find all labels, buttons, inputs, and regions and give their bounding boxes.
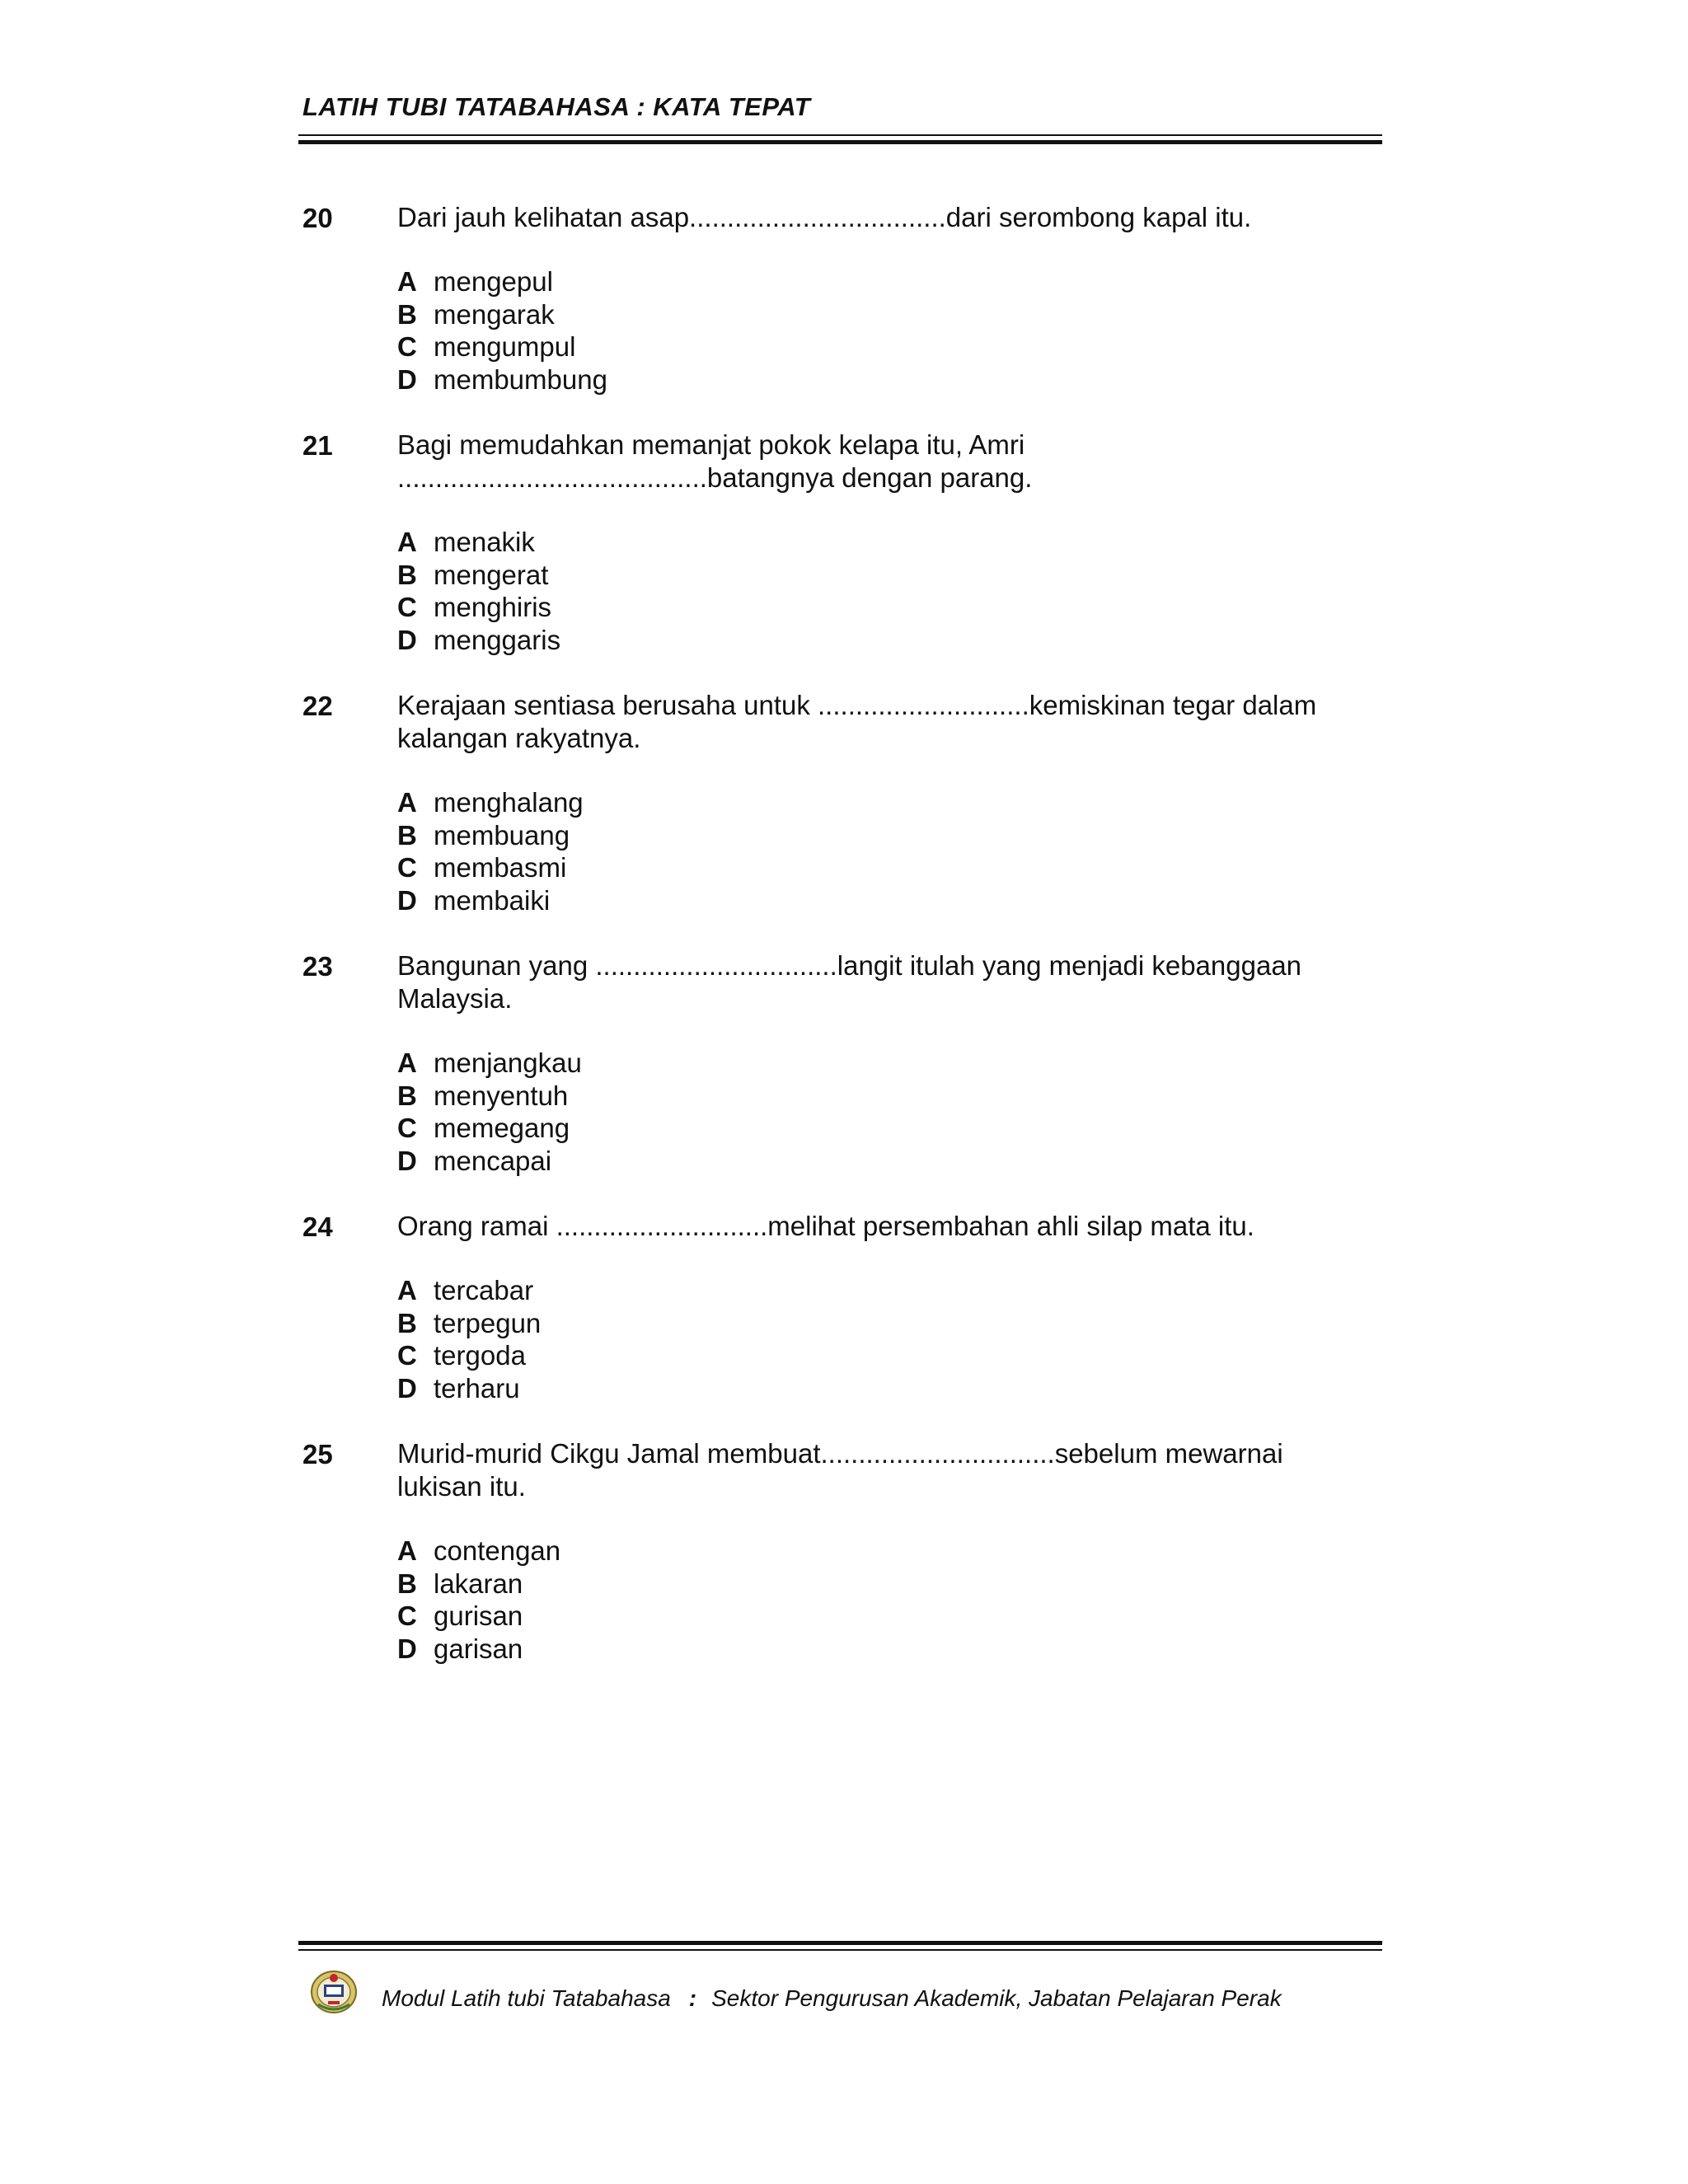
header-divider <box>298 134 1382 144</box>
page-header-title: LATIH TUBI TATABAHASA : KATA TEPAT <box>302 92 811 121</box>
option-letter: D <box>397 1145 417 1176</box>
option-letter: D <box>397 1372 417 1404</box>
answer-options <box>397 1047 1374 1177</box>
option-text: tercabar <box>434 1275 534 1305</box>
answer-options <box>397 1274 1374 1404</box>
option-letter: C <box>397 1340 417 1371</box>
option-text: gurisan <box>434 1601 523 1631</box>
option-letter: D <box>397 1633 417 1664</box>
answer-option <box>397 1047 1374 1080</box>
question-item <box>302 1437 1374 1665</box>
option-text: mengepul <box>434 266 553 297</box>
option-letter: C <box>397 1113 417 1143</box>
option-text: menggaris <box>434 624 561 655</box>
answer-options <box>397 786 1374 916</box>
option-text: menakik <box>434 527 535 557</box>
question-text: Bagi memudahkan memanjat pokok kelapa itu, Amri .........................................batangnya dengan parang. <box>397 429 1033 493</box>
option-letter: B <box>397 1568 417 1599</box>
question-item <box>302 1210 1374 1404</box>
question-item <box>302 689 1374 916</box>
option-text: membuang <box>434 819 570 851</box>
question-number: 21 <box>302 430 333 461</box>
option-text: menjangkau <box>434 1047 582 1078</box>
option-letter: D <box>397 624 417 655</box>
question-number: 25 <box>302 1439 333 1469</box>
answer-option <box>397 1145 1374 1178</box>
question-body <box>397 429 1374 656</box>
answer-option <box>397 1372 1374 1405</box>
question-body <box>397 689 1374 916</box>
footer-divider <box>298 1941 1382 1951</box>
question-item <box>302 201 1374 396</box>
option-text: tergoda <box>434 1340 526 1371</box>
question-body <box>397 1437 1374 1665</box>
question-text: Dari jauh kelihatan asap..................................dari serombong kapal itu. <box>397 202 1252 232</box>
question-body <box>397 201 1374 396</box>
question-body <box>397 1210 1374 1404</box>
question-list <box>302 201 1374 1698</box>
option-letter: B <box>397 298 417 330</box>
answer-option <box>397 1112 1374 1145</box>
answer-option <box>397 330 1374 363</box>
option-text: lakaran <box>434 1568 523 1599</box>
answer-options <box>397 526 1374 656</box>
option-text: membumbung <box>434 363 607 395</box>
answer-option <box>397 1080 1374 1113</box>
footer-module-name: Modul Latih tubi Tatabahasa <box>382 1985 671 2011</box>
answer-option <box>397 884 1374 917</box>
question-item <box>302 429 1374 656</box>
answer-option <box>397 559 1374 592</box>
answer-option <box>397 363 1374 396</box>
option-letter: C <box>397 331 417 362</box>
option-text: mengarak <box>434 298 555 330</box>
answer-option <box>397 265 1374 298</box>
answer-option <box>397 526 1374 559</box>
option-letter: B <box>397 1080 417 1111</box>
perak-education-crest-icon <box>308 1965 359 2016</box>
option-text: memegang <box>434 1113 570 1143</box>
answer-option <box>397 1633 1374 1666</box>
option-text: mengumpul <box>434 331 576 362</box>
option-letter: B <box>397 819 417 851</box>
question-text: Kerajaan sentiasa berusaha untuk ............................kemiskinan tegar dalam kalangan rakyatnya. <box>397 690 1317 753</box>
answer-option <box>397 1307 1374 1340</box>
question-number: 20 <box>302 203 333 233</box>
question-number: 23 <box>302 951 333 982</box>
option-letter: A <box>397 266 417 297</box>
question-item <box>302 949 1374 1177</box>
answer-options <box>397 1535 1374 1665</box>
answer-option <box>397 1568 1374 1601</box>
answer-option <box>397 1339 1374 1372</box>
answer-option <box>397 786 1374 819</box>
answer-option <box>397 819 1374 852</box>
answer-option <box>397 624 1374 657</box>
option-text: membaiki <box>434 884 551 916</box>
option-letter: C <box>397 852 417 883</box>
option-letter: A <box>397 1275 417 1305</box>
option-text: mencapai <box>434 1145 552 1176</box>
option-letter: A <box>397 1535 417 1566</box>
option-text: garisan <box>434 1633 523 1664</box>
option-text: terpegun <box>434 1307 542 1338</box>
option-letter: C <box>397 1601 417 1631</box>
footer-separator: : <box>688 1985 697 2011</box>
option-letter: B <box>397 1307 417 1338</box>
option-text: mengerat <box>434 559 549 590</box>
option-text: membasmi <box>434 852 567 883</box>
footer-text <box>382 1985 1282 2012</box>
footer-sector-name: Sektor Pengurusan Akademik, Jabatan Pelajaran Perak <box>711 1985 1282 2011</box>
question-body <box>397 949 1374 1177</box>
option-letter: A <box>397 787 417 818</box>
option-text: menghiris <box>434 592 552 622</box>
option-letter: A <box>397 527 417 557</box>
option-letter: D <box>397 363 417 395</box>
option-text: menyentuh <box>434 1080 569 1111</box>
answer-option <box>397 591 1374 624</box>
option-letter: A <box>397 1047 417 1078</box>
option-letter: D <box>397 884 417 916</box>
question-number: 24 <box>302 1212 333 1242</box>
answer-option <box>397 1600 1374 1633</box>
question-text: Orang ramai ............................melihat persembahan ahli silap mata itu. <box>397 1211 1254 1241</box>
question-number: 22 <box>302 691 333 721</box>
answer-option <box>397 298 1374 331</box>
option-text: contengan <box>434 1535 561 1566</box>
option-letter: C <box>397 592 417 622</box>
answer-option <box>397 851 1374 884</box>
option-text: terharu <box>434 1372 520 1404</box>
question-text: Murid-murid Cikgu Jamal membuat...............................sebelum mewarnai lukisan itu. <box>397 1438 1283 1502</box>
option-text: menghalang <box>434 787 584 818</box>
answer-option <box>397 1535 1374 1568</box>
answer-options <box>397 265 1374 396</box>
answer-option <box>397 1274 1374 1307</box>
question-text: Bangunan yang ................................langit itulah yang menjadi kebanggaan Malaysia. <box>397 950 1302 1014</box>
option-letter: B <box>397 559 417 590</box>
